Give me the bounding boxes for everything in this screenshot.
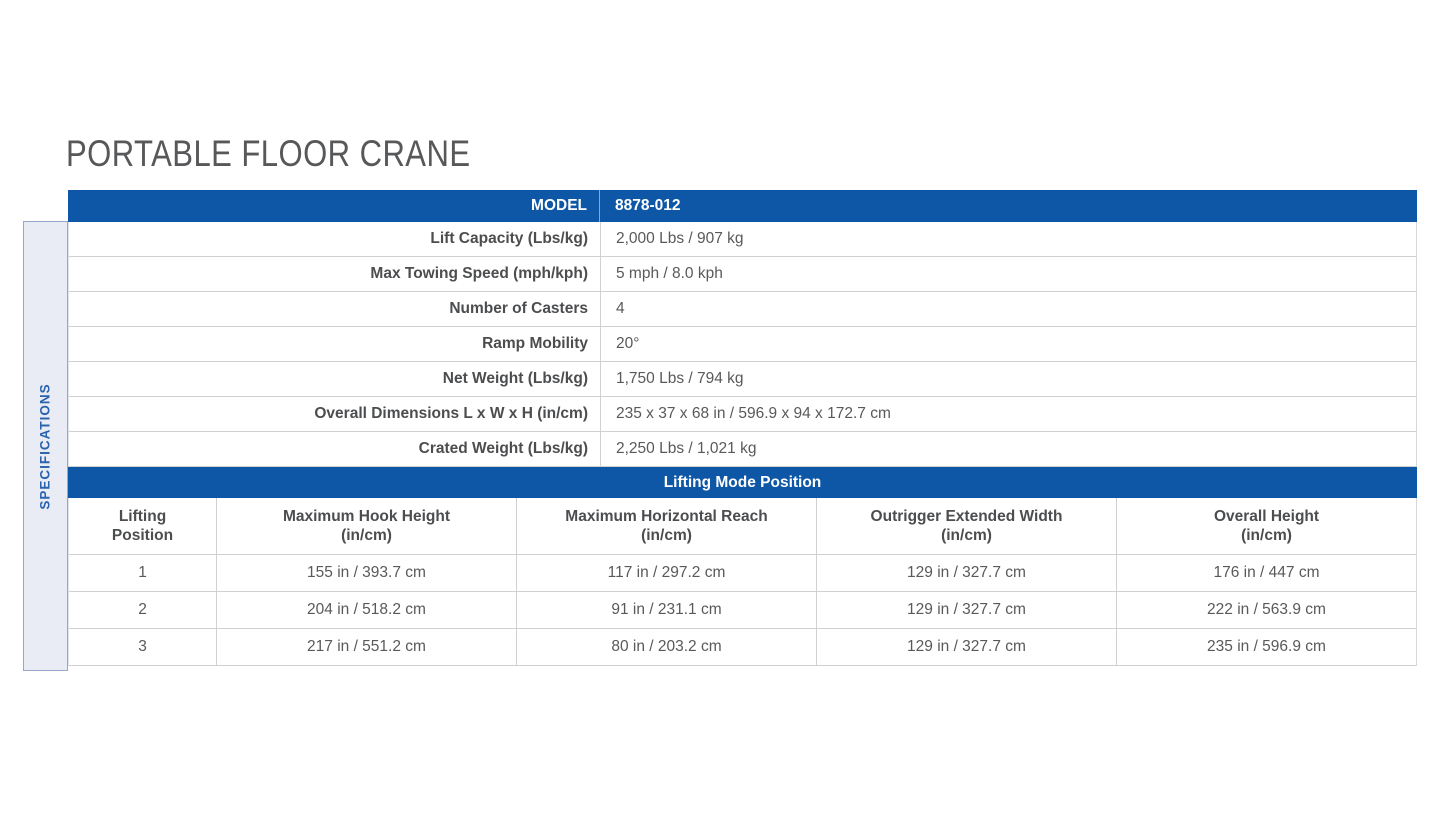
spec-value: 4 [616, 300, 625, 317]
header-line: Overall Height [1213, 508, 1320, 525]
spec-row-towing-speed [68, 257, 1417, 292]
lifting-cell: 176 in / 447 cm [1117, 555, 1416, 592]
spec-value: 5 mph / 8.0 kph [616, 265, 723, 282]
spec-label: Max Towing Speed (mph/kph) [69, 257, 601, 291]
lifting-cell: 2 [69, 592, 217, 629]
header-line: Maximum Horizontal Reach [565, 508, 768, 525]
lifting-cell: 217 in / 551.2 cm [217, 629, 517, 666]
lifting-cell: 80 in / 203.2 cm [517, 629, 817, 666]
spec-label: Crated Weight (Lbs/kg) [69, 432, 601, 466]
spec-row-casters [68, 292, 1417, 327]
lifting-cell: 155 in / 393.7 cm [217, 555, 517, 592]
header-line: Outrigger Extended Width [870, 508, 1063, 525]
lifting-mode-section-header: Lifting Mode Position [68, 467, 1417, 498]
lifting-column-header [517, 498, 817, 555]
spec-label: Net Weight (Lbs/kg) [69, 362, 601, 396]
header-line: (in/cm) [641, 527, 692, 544]
header-line: Maximum Hook Height [282, 508, 451, 525]
lifting-cell: 91 in / 231.1 cm [517, 592, 817, 629]
lifting-cell: 129 in / 327.7 cm [817, 555, 1117, 592]
specifications-tab [23, 221, 68, 671]
lifting-cell: 129 in / 327.7 cm [817, 592, 1117, 629]
header-line: Lifting [118, 508, 167, 525]
lifting-cell: 129 in / 327.7 cm [817, 629, 1117, 666]
lifting-column-header [217, 498, 517, 555]
lifting-mode-table [68, 498, 1417, 666]
spec-label: Lift Capacity (Lbs/kg) [69, 222, 601, 256]
spec-row-dimensions [68, 397, 1417, 432]
spec-row-crated-weight [68, 432, 1417, 467]
lifting-cell: 1 [69, 555, 217, 592]
lifting-column-header [69, 498, 217, 555]
lifting-column-header [817, 498, 1117, 555]
lifting-cell: 204 in / 518.2 cm [217, 592, 517, 629]
lifting-column-header [1117, 498, 1416, 555]
spec-row-ramp-mobility [68, 327, 1417, 362]
spec-label: Number of Casters [69, 292, 601, 326]
spec-value: 20° [616, 335, 640, 352]
spec-label: Ramp Mobility [69, 327, 601, 361]
spec-row-lift-capacity [68, 222, 1417, 257]
page-title: PORTABLE FLOOR CRANE [66, 133, 471, 174]
header-line: (in/cm) [341, 527, 392, 544]
spec-value: 1,750 Lbs / 794 kg [616, 370, 744, 387]
header-line: (in/cm) [941, 527, 992, 544]
specifications-tab-label: SPECIFICATIONS [38, 382, 54, 510]
header-line: (in/cm) [1241, 527, 1292, 544]
lifting-cell: 222 in / 563.9 cm [1117, 592, 1416, 629]
spec-value: 235 x 37 x 68 in / 596.9 x 94 x 172.7 cm [616, 405, 891, 422]
spec-value: 2,250 Lbs / 1,021 kg [616, 440, 757, 457]
lifting-cell: 235 in / 596.9 cm [1117, 629, 1416, 666]
header-line: Position [111, 527, 174, 544]
lifting-cell: 3 [69, 629, 217, 666]
specifications-table [68, 190, 1417, 666]
spec-row-net-weight [68, 362, 1417, 397]
spec-label: Overall Dimensions L x W x H (in/cm) [69, 397, 601, 431]
spec-value: 2,000 Lbs / 907 kg [616, 230, 744, 247]
lifting-cell: 117 in / 297.2 cm [517, 555, 817, 592]
model-number: 8878-012 [615, 197, 681, 214]
model-header-row [68, 190, 1417, 222]
model-header-label: MODEL [68, 190, 600, 222]
